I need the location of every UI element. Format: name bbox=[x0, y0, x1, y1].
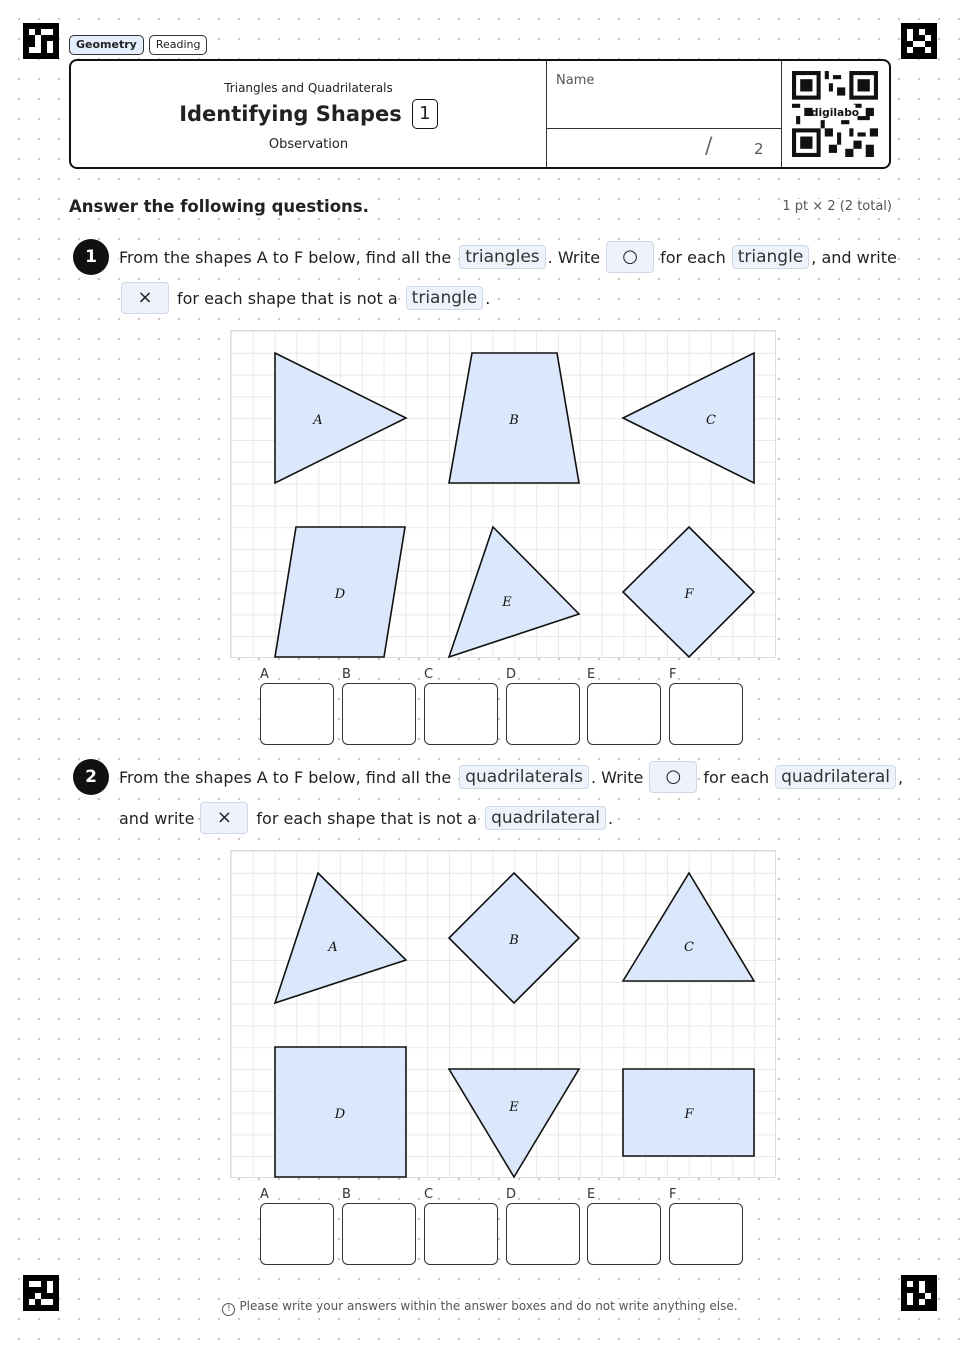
question-1-line-2 bbox=[115, 281, 490, 315]
points-info: 1 pt × 2 (2 total) bbox=[782, 199, 892, 214]
q1-text-4: , and write bbox=[811, 247, 897, 267]
q1-answer-box-d[interactable] bbox=[506, 683, 580, 745]
q2-shape-label-c: C bbox=[684, 940, 694, 955]
q2-text-2: . Write bbox=[590, 767, 644, 787]
q2-keyword-quadrilateral: quadrilateral bbox=[775, 765, 896, 789]
question-1-answer-row bbox=[260, 667, 744, 747]
q2-text-5: for each shape that is not a bbox=[256, 808, 478, 828]
worksheet-header bbox=[69, 59, 891, 169]
q1-answer-box-e[interactable] bbox=[587, 683, 661, 745]
q1-keyword-triangles: triangles bbox=[459, 245, 545, 269]
q1-shape-a bbox=[275, 353, 406, 483]
q2-text-6: . bbox=[607, 808, 614, 828]
q2-shape-label-b: B bbox=[509, 933, 519, 948]
q1-keyword-triangle: triangle bbox=[732, 245, 810, 269]
q2-shape-a bbox=[275, 873, 406, 1003]
q1-answer-box-a[interactable] bbox=[260, 683, 334, 745]
footer-note bbox=[0, 1299, 960, 1316]
worksheet-number: 1 bbox=[412, 99, 438, 129]
title-area bbox=[71, 61, 546, 167]
q2-shape-label-a: A bbox=[328, 940, 338, 955]
question-1-line-1 bbox=[119, 241, 897, 273]
q1-shape-label-e: E bbox=[502, 595, 512, 610]
q2-shape-label-d: D bbox=[334, 1107, 346, 1122]
q1-answer-label-d: D bbox=[506, 667, 517, 682]
q1-cross-symbol: × bbox=[121, 282, 169, 314]
q1-text-6: . bbox=[485, 288, 491, 308]
q1-keyword-triangle-2: triangle bbox=[406, 286, 484, 310]
name-score-area bbox=[546, 61, 782, 167]
q1-text-3: for each bbox=[660, 247, 726, 267]
q1-answer-label-b: B bbox=[342, 667, 351, 682]
q2-cross-symbol: × bbox=[200, 802, 248, 834]
q1-shape-label-b: B bbox=[509, 413, 519, 428]
q2-shape-label-f: F bbox=[684, 1107, 694, 1122]
q1-answer-box-b[interactable] bbox=[342, 683, 416, 745]
q2-text-1: From the shapes A to F below, find all the bbox=[119, 767, 452, 787]
instructions-heading: Answer the following questions. bbox=[69, 197, 369, 216]
q2-shape-label-e: E bbox=[509, 1100, 519, 1115]
question-2-shapes-panel bbox=[230, 850, 776, 1178]
q2-answer-box-a[interactable] bbox=[260, 1203, 334, 1265]
question-2-line-2 bbox=[119, 801, 613, 835]
section-label: Observation bbox=[268, 137, 349, 152]
q2-answer-box-f[interactable] bbox=[669, 1203, 743, 1265]
q1-answer-label-e: E bbox=[587, 667, 596, 682]
q2-shape-e bbox=[449, 1069, 579, 1177]
q1-shape-c bbox=[623, 353, 754, 483]
q1-shape-label-d: D bbox=[334, 587, 346, 602]
corner-marker-top-right bbox=[901, 23, 937, 59]
q2-answer-box-b[interactable] bbox=[342, 1203, 416, 1265]
q2-answer-label-c: C bbox=[424, 1187, 434, 1202]
q2-keyword-quadrilaterals: quadrilaterals bbox=[459, 765, 589, 789]
q1-text-5: for each shape that is not a bbox=[177, 288, 398, 308]
q2-keyword-quadrilateral-2: quadrilateral bbox=[485, 806, 606, 830]
q1-text-1: From the shapes A to F below, find all the bbox=[119, 247, 452, 267]
qr-code-icon bbox=[792, 71, 878, 157]
info-icon: ! bbox=[222, 1303, 235, 1316]
question-2-answer-row bbox=[260, 1187, 744, 1267]
tag-geometry: Geometry bbox=[69, 35, 144, 55]
footer-text: Please write your answers within the answer boxes and do not write anything else. bbox=[239, 1299, 738, 1313]
q2-answer-label-b: B bbox=[342, 1187, 351, 1202]
q1-circle-symbol: ○ bbox=[606, 241, 654, 273]
q2-circle-symbol: ○ bbox=[649, 761, 697, 793]
q1-shape-e bbox=[449, 527, 579, 657]
q2-answer-label-f: F bbox=[669, 1187, 677, 1202]
q2-answer-label-d: D bbox=[506, 1187, 517, 1202]
q1-answer-box-f[interactable] bbox=[669, 683, 743, 745]
question-1-badge: 1 bbox=[73, 239, 109, 275]
unit-subtitle: Triangles and Quadrilaterals bbox=[224, 81, 393, 95]
subject-tags bbox=[69, 35, 207, 55]
score-field[interactable] bbox=[547, 128, 781, 167]
corner-marker-top-left bbox=[23, 23, 59, 59]
q1-answer-label-f: F bbox=[669, 667, 677, 682]
q1-answer-box-c[interactable] bbox=[424, 683, 498, 745]
page-title-text: Identifying Shapes bbox=[179, 102, 402, 126]
q1-shape-label-c: C bbox=[706, 413, 716, 428]
q1-text-2: . Write bbox=[547, 247, 601, 267]
q1-answer-label-c: C bbox=[424, 667, 434, 682]
q1-shape-label-a: A bbox=[313, 413, 323, 428]
q1-shape-label-f: F bbox=[684, 587, 694, 602]
q2-text-0: and write bbox=[119, 808, 195, 828]
q2-shape-c bbox=[623, 873, 754, 981]
score-slash: / bbox=[705, 134, 713, 159]
question-1-shapes-svg bbox=[231, 331, 777, 659]
name-label: Name bbox=[556, 73, 595, 88]
q2-answer-box-e[interactable] bbox=[587, 1203, 661, 1265]
q2-answer-label-e: E bbox=[587, 1187, 596, 1202]
page-title bbox=[71, 99, 546, 129]
question-1-shapes-panel bbox=[230, 330, 776, 658]
tag-reading: Reading bbox=[149, 35, 208, 55]
q1-answer-label-a: A bbox=[260, 667, 269, 682]
q2-answer-label-a: A bbox=[260, 1187, 269, 1202]
q2-text-4: , bbox=[897, 767, 904, 787]
question-2-badge: 2 bbox=[73, 759, 109, 795]
question-2-shapes-svg bbox=[231, 851, 777, 1179]
q2-answer-box-d[interactable] bbox=[506, 1203, 580, 1265]
qr-label: digilabo bbox=[810, 106, 860, 120]
q2-answer-box-c[interactable] bbox=[424, 1203, 498, 1265]
question-2-line-1 bbox=[119, 761, 903, 793]
q2-text-3: for each bbox=[703, 767, 770, 787]
score-total: 2 bbox=[754, 140, 764, 158]
